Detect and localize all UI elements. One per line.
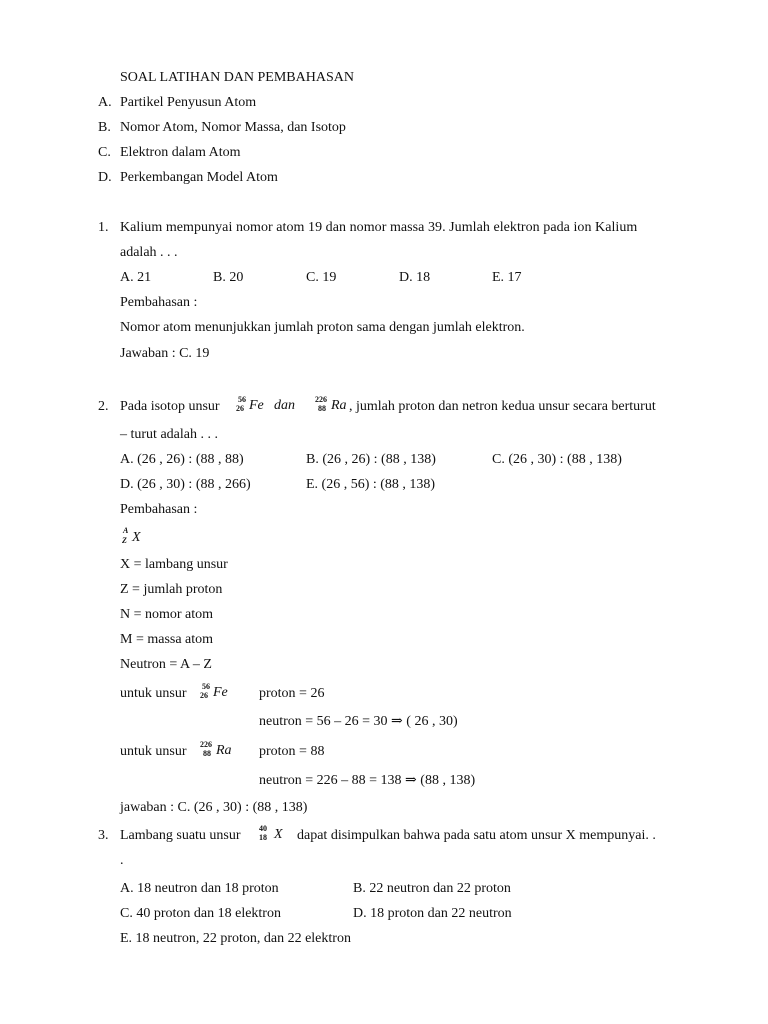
topic-text: Partikel Penyusun Atom xyxy=(120,95,257,110)
pembahasan-label: Pembahasan : xyxy=(120,295,198,310)
definition-line: Neutron = A – Z xyxy=(120,657,212,672)
definition-line: X = lambang unsur xyxy=(120,557,228,572)
atomic-number: 88 xyxy=(318,404,326,413)
pembahasan-label: Pembahasan : xyxy=(120,502,198,517)
question-text: Lambang suatu unsur xyxy=(120,828,241,843)
option-e: E. (26 , 56) : (88 , 138) xyxy=(306,477,436,492)
question-text-cont: . xyxy=(120,853,124,868)
element-symbol: Fe xyxy=(213,685,228,700)
mass-number: 56 xyxy=(202,682,210,691)
element-symbol: X xyxy=(132,530,141,545)
page-title: SOAL LATIHAN DAN PEMBAHASAN xyxy=(120,70,354,85)
option-e: E. 17 xyxy=(492,270,522,285)
definition-line: Z = jumlah proton xyxy=(120,582,223,597)
topic-letter: C. xyxy=(98,145,111,160)
option-d: D. 18 xyxy=(399,270,431,285)
question-text-suffix: dapat disimpulkan bahwa pada satu atom unsur X mempunyai. . xyxy=(297,828,656,843)
topic-letter: A. xyxy=(98,95,112,110)
proton-result: proton = 26 xyxy=(259,686,325,701)
option-a: A. 18 neutron dan 18 proton xyxy=(120,881,279,896)
mass-number: 40 xyxy=(259,824,267,833)
mass-number: 226 xyxy=(200,740,212,749)
question-number: 3. xyxy=(98,828,109,843)
question-text-cont: – turut adalah . . . xyxy=(120,427,218,442)
option-d: D. (26 , 30) : (88 , 266) xyxy=(120,477,251,492)
answer-text: jawaban : C. (26 , 30) : (88 , 138) xyxy=(120,800,308,815)
topic-letter: B. xyxy=(98,120,111,135)
definition-line: N = nomor atom xyxy=(120,607,214,622)
mass-number: 56 xyxy=(238,395,246,404)
option-e: E. 18 neutron, 22 proton, dan 22 elektron xyxy=(120,931,351,946)
option-d: D. 18 proton dan 22 neutron xyxy=(353,906,512,921)
question-text: Pada isotop unsur xyxy=(120,399,220,414)
option-b: B. 20 xyxy=(213,270,244,285)
option-c: C. (26 , 30) : (88 , 138) xyxy=(492,452,622,467)
conjunction-text: dan xyxy=(274,398,295,413)
mass-symbol: A xyxy=(123,526,129,535)
untuk-unsur-label: untuk unsur xyxy=(120,744,187,759)
option-b: B. (26 , 26) : (88 , 138) xyxy=(306,452,436,467)
option-a: A. (26 , 26) : (88 , 88) xyxy=(120,452,244,467)
question-text: Kalium mempunyai nomor atom 19 dan nomor massa 39. Jumlah elektron pada ion Kalium xyxy=(120,220,638,235)
question-number: 1. xyxy=(98,220,109,235)
atomic-number: 26 xyxy=(200,691,208,700)
element-symbol: X xyxy=(274,827,283,842)
proton-result: proton = 88 xyxy=(259,744,325,759)
option-b: B. 22 neutron dan 22 proton xyxy=(353,881,511,896)
atomic-symbol: Z xyxy=(122,536,127,545)
question-text-cont: adalah . . . xyxy=(120,245,178,260)
option-c: C. 19 xyxy=(306,270,337,285)
element-symbol: Fe xyxy=(249,398,264,413)
atomic-number: 18 xyxy=(259,833,267,842)
neutron-result: neutron = 56 – 26 = 30 ⇒ ( 26 , 30) xyxy=(259,714,458,729)
atomic-number: 88 xyxy=(203,749,211,758)
explanation-text: Nomor atom menunjukkan jumlah proton sama dengan jumlah elektron. xyxy=(120,320,525,335)
element-symbol: Ra xyxy=(331,398,347,413)
atomic-number: 26 xyxy=(236,404,244,413)
topic-letter: D. xyxy=(98,170,112,185)
mass-number: 226 xyxy=(315,395,327,404)
question-text-suffix: , jumlah proton dan netron kedua unsur secara berturut xyxy=(349,399,656,414)
question-number: 2. xyxy=(98,399,109,414)
option-c: C. 40 proton dan 18 elektron xyxy=(120,906,281,921)
topic-text: Nomor Atom, Nomor Massa, dan Isotop xyxy=(120,120,346,135)
definition-line: M = massa atom xyxy=(120,632,214,647)
neutron-result: neutron = 226 – 88 = 138 ⇒ (88 , 138) xyxy=(259,773,476,788)
topic-text: Perkembangan Model Atom xyxy=(120,170,278,185)
answer-text: Jawaban : C. 19 xyxy=(120,346,210,361)
option-a: A. 21 xyxy=(120,270,152,285)
topic-text: Elektron dalam Atom xyxy=(120,145,241,160)
untuk-unsur-label: untuk unsur xyxy=(120,686,187,701)
element-symbol: Ra xyxy=(216,743,232,758)
